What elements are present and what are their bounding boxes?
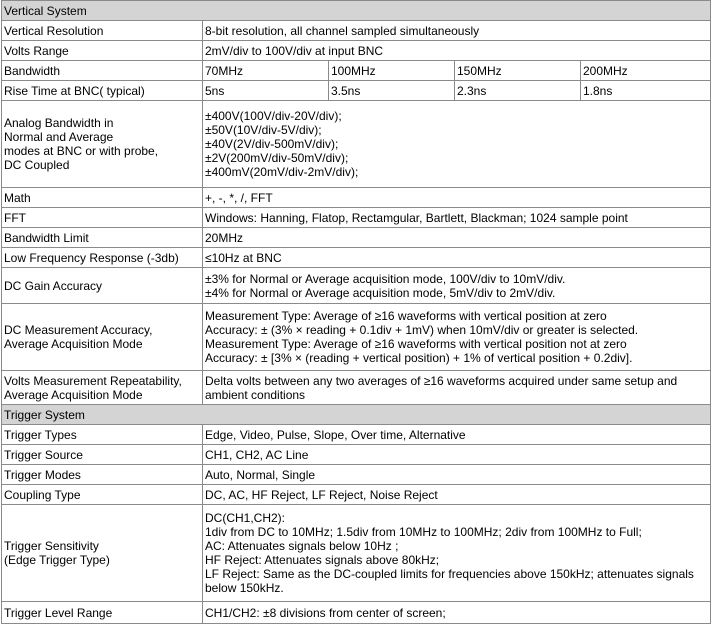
value-line: ±400V(100V/div-20V/div); — [205, 109, 342, 123]
table-row — [2, 101, 711, 188]
table-row — [2, 81, 711, 101]
section-title: Vertical System — [2, 1, 711, 21]
row-value-cell: 200MHz — [581, 61, 711, 81]
section-header-vertical-system — [2, 1, 711, 21]
table-row — [2, 425, 711, 445]
value-line: Accuracy: ± [3% × (reading + vertical position) + 1% of vertical position + 0.2div]. — [205, 351, 633, 365]
value-line: ±40V(2V/div-500mV/div); — [205, 137, 339, 151]
row-label: Bandwidth Limit — [2, 228, 203, 248]
value-line: Measurement Type: Average of ≥16 waveforms with vertical position not at zero — [205, 337, 627, 351]
row-value-cell: 1.8ns — [581, 81, 711, 101]
table-row — [2, 505, 711, 602]
row-value — [203, 268, 711, 304]
section-title: Trigger System — [2, 405, 711, 425]
specification-table — [1, 0, 711, 624]
label-line: Analog Bandwidth in — [4, 116, 114, 130]
label-line: (Edge Trigger Type) — [4, 553, 110, 567]
table-row — [2, 61, 711, 81]
value-line: AC: Attenuates signals below 10Hz ; — [205, 539, 399, 553]
row-label — [2, 101, 203, 188]
row-value-cell: 100MHz — [329, 61, 455, 81]
row-label: Low Frequency Response (-3db) — [2, 248, 203, 268]
value-line: 1div from DC to 10MHz; 1.5div from 10MHz to 100MHz; 2div from 100MHz to Full; — [205, 525, 642, 539]
value-line: ±3% for Normal or Average acquisition mode, 100V/div to 10mV/div. — [205, 271, 566, 286]
row-label: Coupling Type — [2, 485, 203, 505]
value-line: ±4% for Normal or Average acquisition mode, 5mV/div to 2mV/div. — [205, 285, 556, 300]
table-row — [2, 371, 711, 405]
value-line: below 150kHz. — [205, 581, 284, 595]
row-label — [2, 505, 203, 602]
label-line: Average Acquisition Mode — [4, 387, 143, 402]
row-label: Math — [2, 188, 203, 208]
row-value: 8-bit resolution, all channel sampled simultaneously — [203, 21, 711, 41]
label-line: DC Coupled — [4, 158, 70, 172]
label-line: Volts Measurement Repeatability, — [4, 373, 182, 388]
value-line: Accuracy: ± (3% × reading + 0.1div + 1mV) when 10mV/div or greater is selected. — [205, 323, 639, 337]
row-value-cell: 2.3ns — [455, 81, 581, 101]
row-label — [2, 304, 203, 371]
row-value: CH1, CH2, AC Line — [203, 445, 711, 465]
row-label: Bandwidth — [2, 61, 203, 81]
table-row — [2, 445, 711, 465]
row-value: Auto, Normal, Single — [203, 465, 711, 485]
table-row — [2, 465, 711, 485]
value-line: LF Reject: Same as the DC-coupled limits for frequencies above 150kHz; attenuates signals — [205, 567, 694, 581]
table-row — [2, 602, 711, 624]
row-label: Rise Time at BNC( typical) — [2, 81, 203, 101]
table-row — [2, 228, 711, 248]
label-line: modes at BNC or with probe, — [4, 144, 159, 158]
row-value-cell: 70MHz — [203, 61, 329, 81]
row-label: Volts Range — [2, 41, 203, 61]
row-value: 2mV/div to 100V/div at input BNC — [203, 41, 711, 61]
row-value-cell: 150MHz — [455, 61, 581, 81]
label-line: DC Measurement Accuracy, — [4, 323, 153, 337]
row-value-cell: 3.5ns — [329, 81, 455, 101]
row-label: Trigger Modes — [2, 465, 203, 485]
table-row — [2, 41, 711, 61]
table-row — [2, 21, 711, 41]
section-header-trigger-system — [2, 405, 711, 425]
row-value: Edge, Video, Pulse, Slope, Over time, Alternative — [203, 425, 711, 445]
row-label: Trigger Source — [2, 445, 203, 465]
table-row — [2, 304, 711, 371]
row-value: ≤10Hz at BNC — [203, 248, 711, 268]
row-label — [2, 371, 203, 405]
row-label: Trigger Level Range — [2, 602, 203, 624]
row-value: Windows: Hanning, Flatop, Rectamgular, Bartlett, Blackman; 1024 sample point — [203, 208, 711, 228]
value-line: HF Reject: Attenuates signals above 80kHz; — [205, 553, 440, 567]
row-value — [203, 304, 711, 371]
value-line: ambient conditions — [205, 387, 306, 402]
table-row — [2, 208, 711, 228]
row-value: DC, AC, HF Reject, LF Reject, Noise Reject — [203, 485, 711, 505]
row-value: 20MHz — [203, 228, 711, 248]
table-row — [2, 188, 711, 208]
value-line: DC(CH1,CH2): — [205, 511, 286, 525]
value-line: Delta volts between any two averages of ≥16 waveforms acquired under same setup and — [205, 373, 678, 388]
value-line: ±400mV(20mV/div-2mV/div); — [205, 165, 359, 179]
row-value — [203, 371, 711, 405]
value-line: Measurement Type: Average of ≥16 waveforms with vertical position at zero — [205, 309, 607, 323]
row-value-cell: 5ns — [203, 81, 329, 101]
row-value — [203, 101, 711, 188]
value-line: ±2V(200mV/div-50mV/div); — [205, 151, 349, 165]
row-label: DC Gain Accuracy — [2, 268, 203, 304]
row-label: FFT — [2, 208, 203, 228]
table-row — [2, 485, 711, 505]
table-row — [2, 268, 711, 304]
row-value: CH1/CH2: ±8 divisions from center of screen; — [203, 602, 711, 624]
row-value: +, -, *, /, FFT — [203, 188, 711, 208]
table-row — [2, 248, 711, 268]
row-label: Vertical Resolution — [2, 21, 203, 41]
label-line: Trigger Sensitivity — [4, 539, 99, 553]
label-line: Normal and Average — [4, 130, 114, 144]
row-value — [203, 505, 711, 602]
row-label: Trigger Types — [2, 425, 203, 445]
label-line: Average Acquisition Mode — [4, 337, 143, 351]
value-line: ±50V(10V/div-5V/div); — [205, 123, 322, 137]
